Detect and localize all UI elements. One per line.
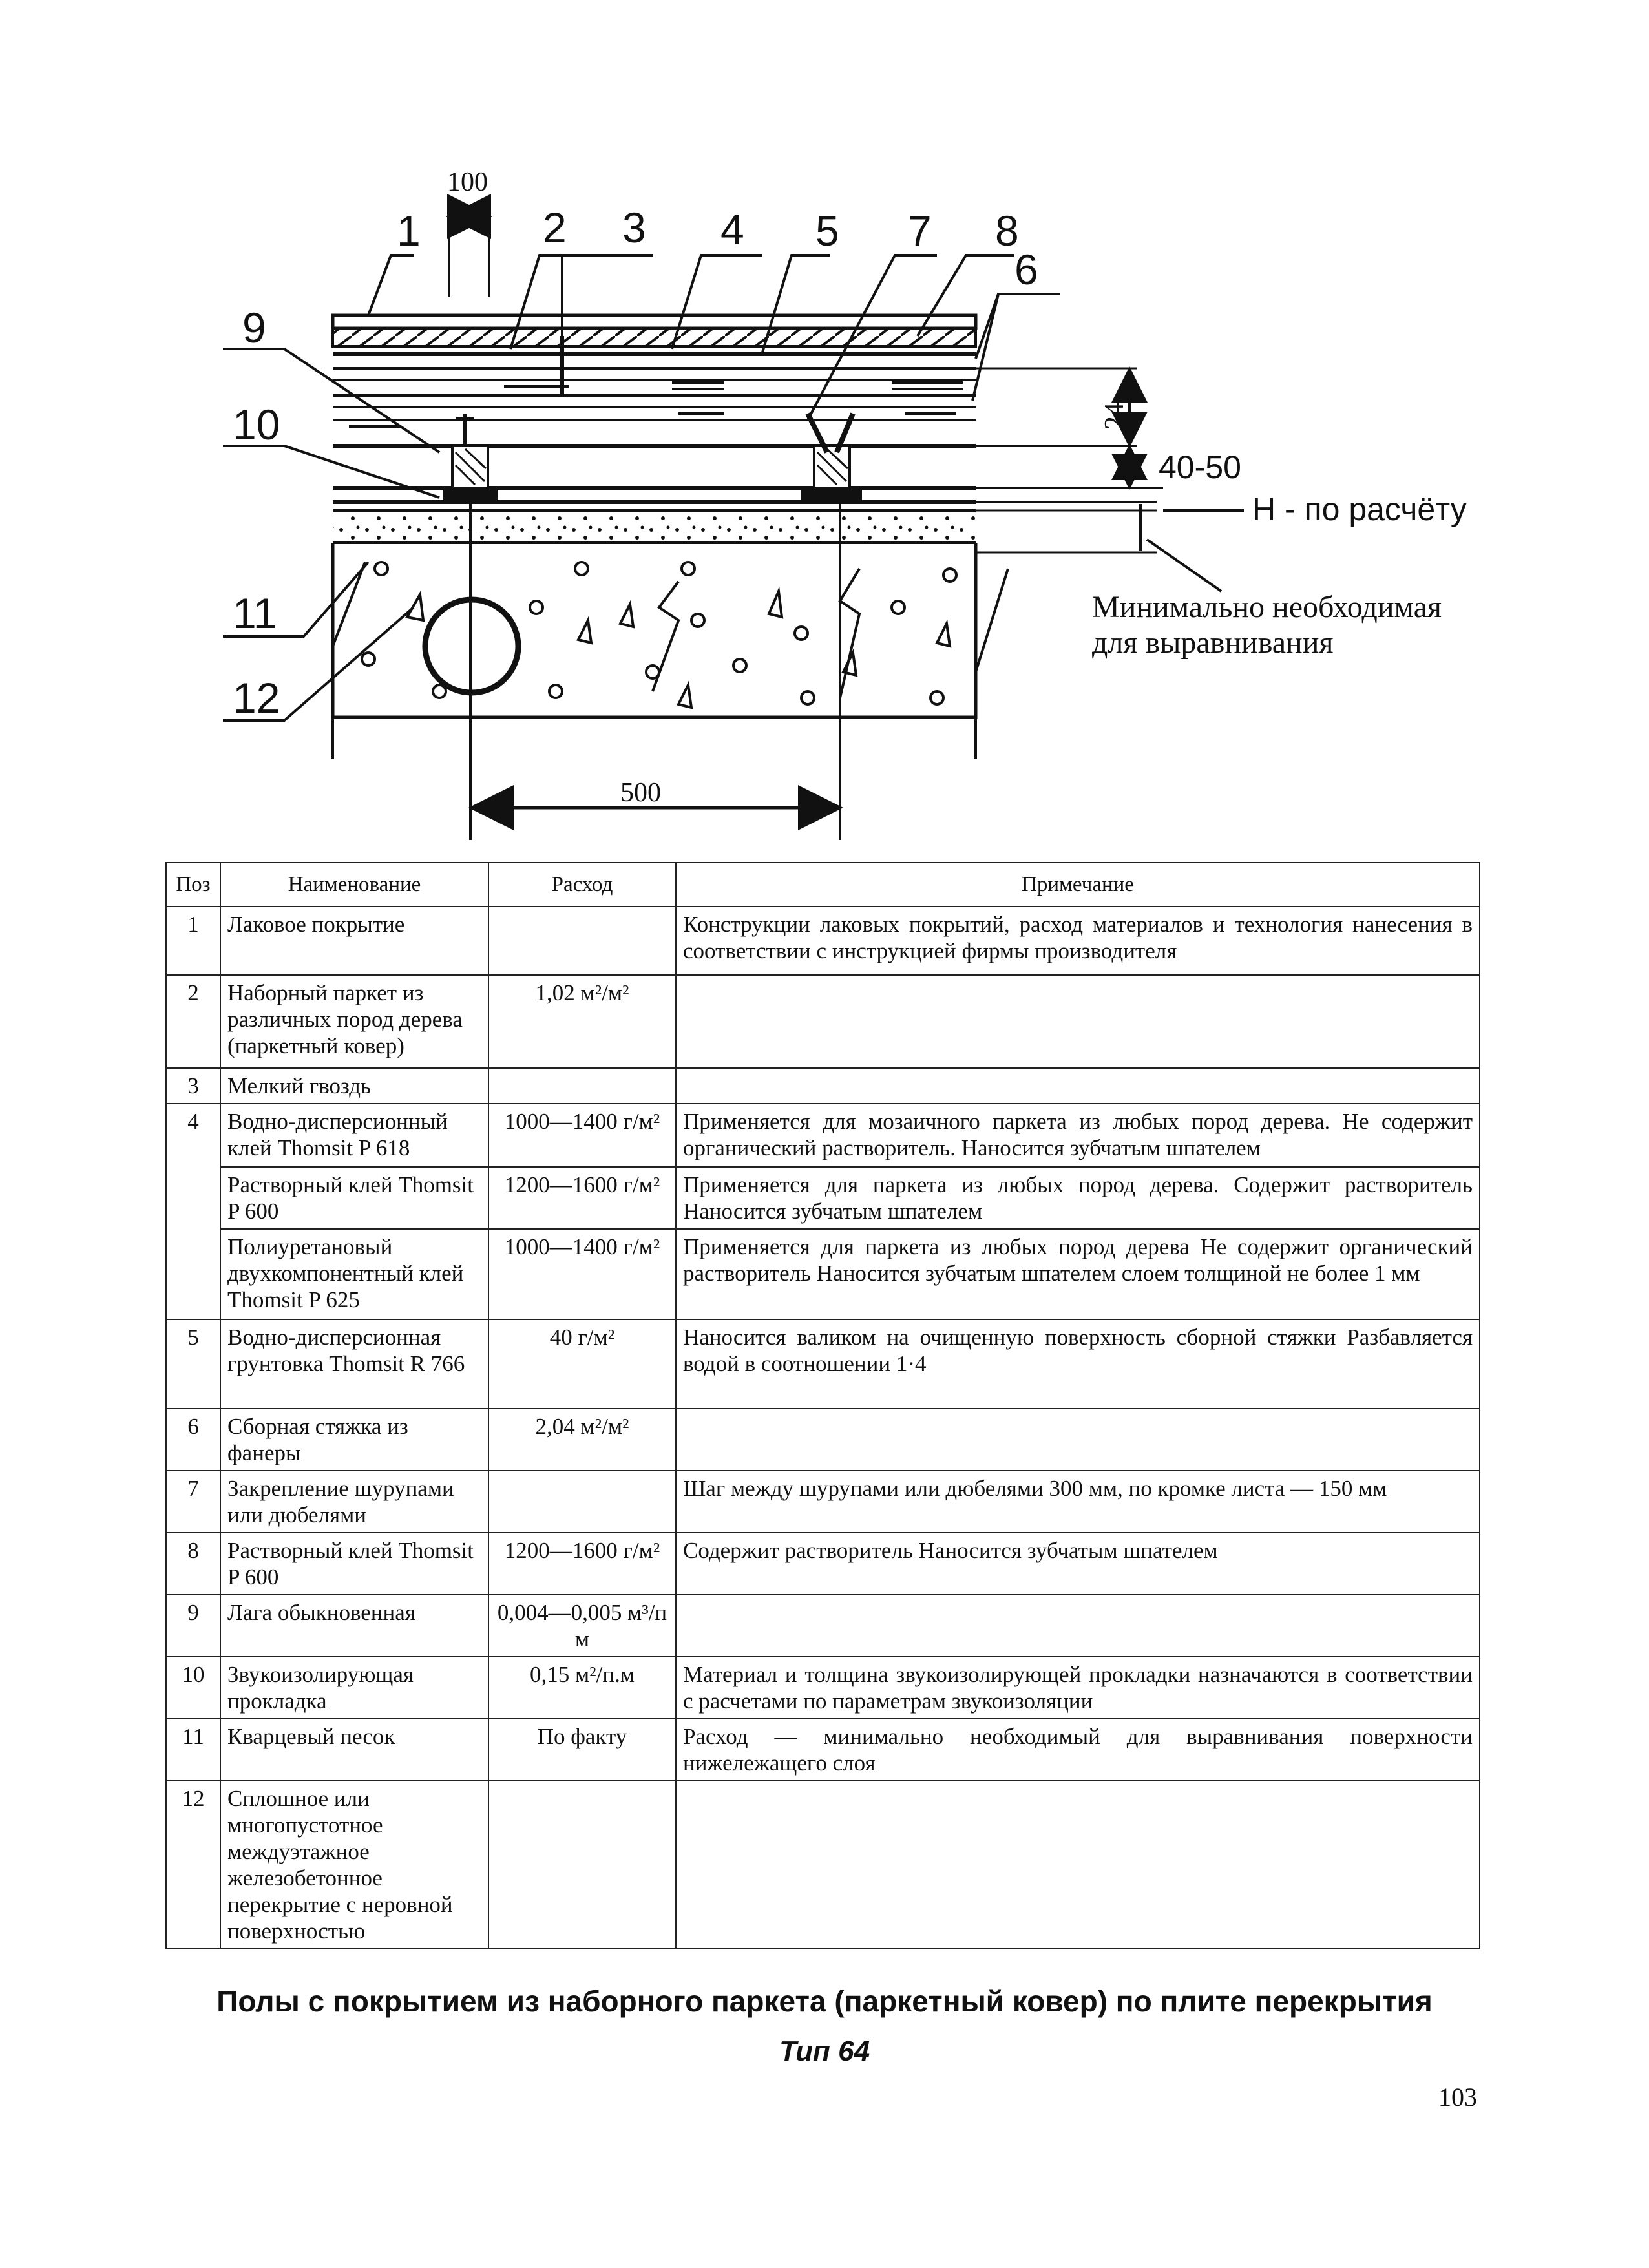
header-name: Наименование <box>220 863 488 907</box>
cell-name: Растворный клей Thomsit P 600 <box>220 1533 488 1595</box>
note-min-leveling-line1: Минимально необходимая <box>1092 590 1442 624</box>
header-note: Примечание <box>676 863 1480 907</box>
note-min-leveling-line2: для выравнивания <box>1092 625 1334 660</box>
dim-joist-height: 24 <box>1100 403 1129 430</box>
table-row <box>166 1409 1480 1471</box>
cell-name: Водно-дисперсионный клей Thomsit P 618 <box>220 1104 488 1167</box>
cell-rate: 0,004—0,005 м³/п м <box>488 1595 676 1657</box>
cell-name: Звукоизолирующая прокладка <box>220 1657 488 1719</box>
callout-11: 11 <box>233 589 277 637</box>
cell-pos: 4 <box>166 1104 220 1167</box>
cell-note <box>676 1409 1480 1471</box>
cell-pos: 2 <box>166 975 220 1068</box>
cell-rate: По факту <box>488 1719 676 1781</box>
callout-9: 9 <box>242 304 266 352</box>
table-row <box>166 1471 1480 1533</box>
cell-note: Применяется для мозаичного паркета из любых пород дерева. Не содержит органический растворитель. Наносится зубчатым шпателем <box>676 1104 1480 1167</box>
header-pos: Поз <box>166 863 220 907</box>
callout-12: 12 <box>233 674 280 722</box>
callout-4: 4 <box>720 205 744 253</box>
cell-pos: 3 <box>166 1068 220 1104</box>
cell-name: Водно-дисперсионная грунтовка Thomsit R 766 <box>220 1319 488 1409</box>
cell-note: Применяется для паркета из любых пород дерева Не содержит органический растворитель Наносится зубчатым шпателем слоем толщиной не более 1 мм <box>676 1229 1480 1319</box>
page-number: 103 <box>1438 2083 1477 2112</box>
cell-pos: 12 <box>166 1781 220 1949</box>
cell-rate: 1000—1400 г/м² <box>488 1229 676 1319</box>
cell-rate: 0,15 м²/п.м <box>488 1657 676 1719</box>
cell-pos: 11 <box>166 1719 220 1781</box>
cell-pos: 7 <box>166 1471 220 1533</box>
cell-name: Сплошное или многопустотное междуэтажное железобетонное перекрытие с неровной поверхностью <box>220 1781 488 1949</box>
header-rate: Расход <box>488 863 676 907</box>
cell-name: Мелкий гвоздь <box>220 1068 488 1104</box>
cell-note: Конструкции лаковых покрытий, расход материалов и технология нанесения в соответствии с инструкцией фирмы производителя <box>676 907 1480 975</box>
callout-2: 2 <box>543 204 567 251</box>
cell-note: Материал и толщина звукоизолирующей прокладки назначаются в соответствии с расчетами по параметрам звукоизоляции <box>676 1657 1480 1719</box>
cell-rate <box>488 907 676 975</box>
cell-pos: 5 <box>166 1319 220 1409</box>
cell-rate <box>488 1471 676 1533</box>
cell-rate: 1200—1600 г/м² <box>488 1167 676 1229</box>
table-row <box>166 1533 1480 1595</box>
table-row <box>166 1719 1480 1781</box>
cell-pos: 8 <box>166 1533 220 1595</box>
dim-gap: 40-50 <box>1159 449 1241 485</box>
cell-rate: 1,02 м²/м² <box>488 975 676 1068</box>
figure-caption: Полы с покрытием из наборного паркета (паркетный ковер) по плите перекрытия <box>216 1984 1433 2018</box>
type-label: Тип 64 <box>779 2035 870 2067</box>
cell-name: Сборная стяжка из фанеры <box>220 1409 488 1471</box>
callout-5: 5 <box>815 207 839 255</box>
cell-pos: 1 <box>166 907 220 975</box>
cell-rate: 1200—1600 г/м² <box>488 1533 676 1595</box>
floor-section-drawing <box>0 0 1649 853</box>
cell-rate <box>488 1781 676 1949</box>
cell-note: Применяется для паркета из любых пород дерева. Содержит растворитель Наносится зубчатым шпателем <box>676 1167 1480 1229</box>
cell-name: Наборный паркет из различных пород дерева (паркетный ковер) <box>220 975 488 1068</box>
cell-name: Закрепление шурупами или дюбелями <box>220 1471 488 1533</box>
cell-note <box>676 1595 1480 1657</box>
table-row <box>166 1595 1480 1657</box>
table-row <box>166 1068 1480 1104</box>
cell-name: Лаковое покрытие <box>220 907 488 975</box>
table-row <box>166 1229 1480 1319</box>
cell-pos: 6 <box>166 1409 220 1471</box>
dim-joist-spacing: 500 <box>620 778 661 808</box>
cell-rate: 1000—1400 г/м² <box>488 1104 676 1167</box>
callout-8: 8 <box>995 207 1019 255</box>
table-row <box>166 975 1480 1068</box>
table-row <box>166 1104 1480 1167</box>
table-row <box>166 1319 1480 1409</box>
cell-note: Наносится валиком на очищенную поверхность сборной стяжки Разбавляется водой в соотношении 1·4 <box>676 1319 1480 1409</box>
cell-note: Шаг между шурупами или дюбелями 300 мм, по кромке листа — 150 мм <box>676 1471 1480 1533</box>
cell-name: Кварцевый песок <box>220 1719 488 1781</box>
cell-note <box>676 1781 1480 1949</box>
cell-name: Лага обыкновенная <box>220 1595 488 1657</box>
cell-note: Содержит растворитель Наносится зубчатым шпателем <box>676 1533 1480 1595</box>
cell-pos: 10 <box>166 1657 220 1719</box>
callout-7: 7 <box>908 207 932 255</box>
note-h-calculated: Н - по расчёту <box>1252 491 1467 527</box>
cell-note <box>676 975 1480 1068</box>
table-header-row <box>166 863 1480 907</box>
cell-name: Растворный клей Thomsit P 600 <box>220 1167 488 1229</box>
cell-rate <box>488 1068 676 1104</box>
table-row <box>166 1167 1480 1229</box>
callout-1: 1 <box>397 207 421 255</box>
dim-plank-width: 100 <box>447 167 488 197</box>
table-row <box>166 907 1480 975</box>
cell-rate: 2,04 м²/м² <box>488 1409 676 1471</box>
specification-table <box>165 862 1480 1949</box>
cell-rate: 40 г/м² <box>488 1319 676 1409</box>
callout-3: 3 <box>622 204 646 251</box>
callout-10: 10 <box>233 401 280 448</box>
table-row <box>166 1781 1480 1949</box>
cell-pos: 9 <box>166 1595 220 1657</box>
cell-note <box>676 1068 1480 1104</box>
cell-name: Полиуретановый двухкомпонентный клей Thomsit P 625 <box>220 1229 488 1319</box>
cell-pos <box>166 1167 220 1229</box>
cell-note: Расход — минимально необходимый для выравнивания поверхности нижележащего слоя <box>676 1719 1480 1781</box>
table-row <box>166 1657 1480 1719</box>
callout-6: 6 <box>1014 246 1038 293</box>
cell-pos <box>166 1229 220 1319</box>
